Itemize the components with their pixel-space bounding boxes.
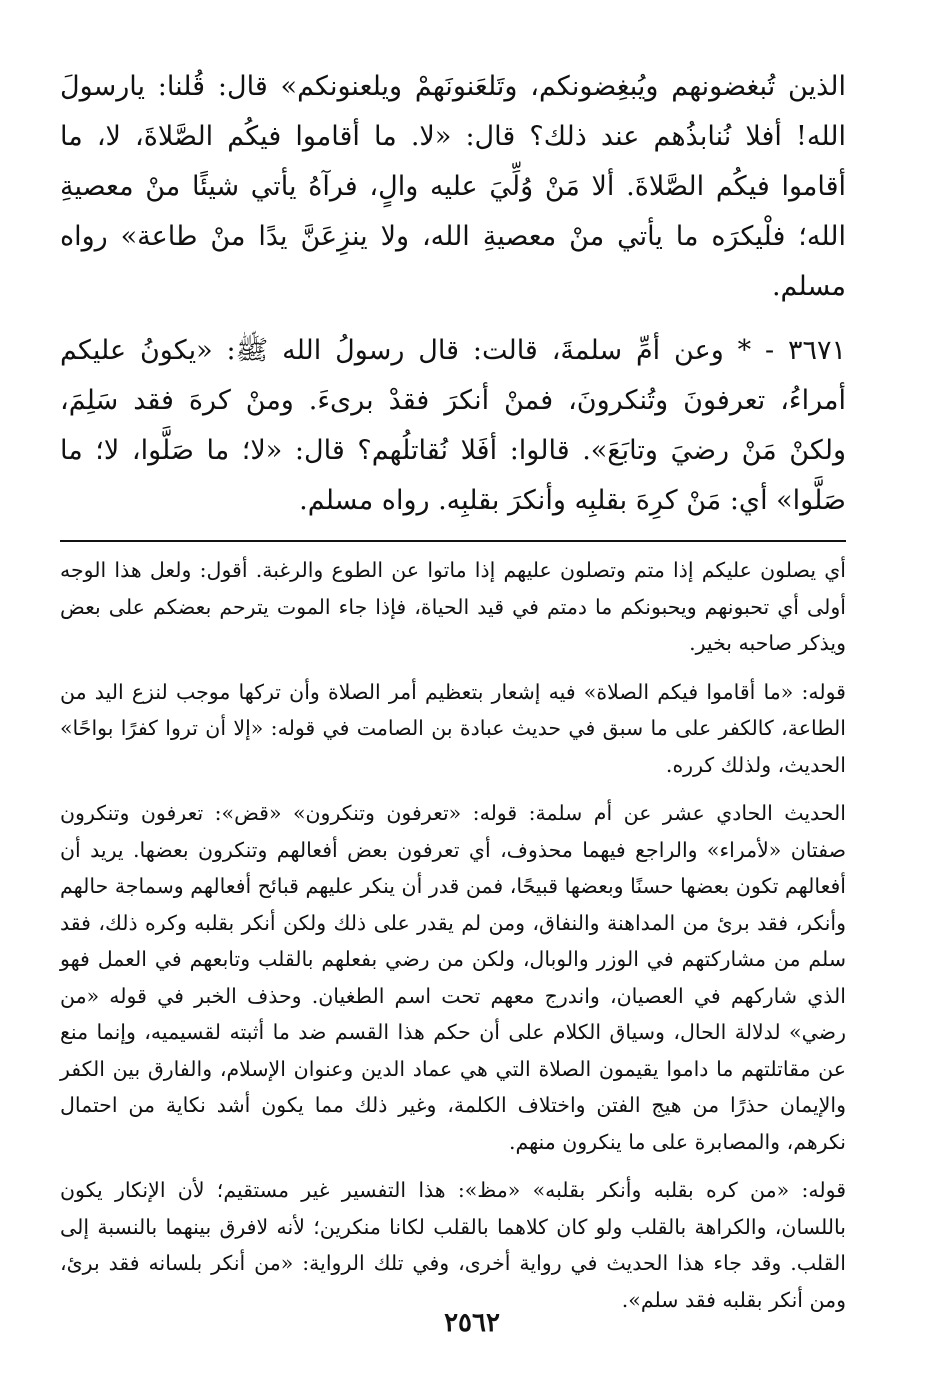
commentary-paragraph-1: أي يصلون عليكم إذا متم وتصلون عليهم إذا ماتوا عن الطوع والرغبة. أقول: ولعل هذا الوجه أولى أي تحبونهم ويحبونكم ما دمتم في قيد الحياة، فإذا جاء الموت يترحم بعضكم على بعض ويذكر صاحبه بخير. — [60, 558, 846, 655]
page-body — [60, 62, 846, 1330]
hadith-paragraph-2: ٣٦٧١ - * وعن أمِّ سلمةَ، قالت: قال رسولُ الله ﷺ: «يكونُ عليكم أمراءُ، تعرفونَ وتُنكرونَ، فمنْ أنكرَ فقدْ برىءَ. ومنْ كرهَ فقد سَلِمَ، ولكنْ مَنْ رضيَ وتابَعَ». قالوا: أفَلا نُقاتلُهم؟ قال: «لا؛ ما صَلَّوا، لا؛ ما صَلَّوا» أي: مَنْ كرِهَ بقلبِه وأنكرَ بقلبِه. رواه مسلم. — [60, 335, 846, 516]
hadith-paragraph-1: الذين تُبغضونهم ويُبغِضونكم، وتَلعَنونَهمْ ويلعنونكم» قال: قُلنا: يارسولَ الله! أفلا نُنابذُهم عند ذلك؟ قال: «لا. ما أقاموا فيكُم الصَّلاةَ، لا، ما أقاموا فيكُم الصَّلاةَ. ألا مَنْ وُلِّيَ عليه والٍ، فرآهُ يأتي شيئًا منْ معصيةِ الله؛ فلْيكرَه ما يأتي منْ معصيةِ الله، ولا ينزِعَنَّ يدًا منْ طاعة» رواه مسلم. — [60, 71, 847, 302]
commentary-paragraph-3: الحديث الحادي عشر عن أم سلمة: قوله: «تعرفون وتنكرون» «قض»: تعرفون وتنكرون صفتان «لأمراء» والراجع فيهما محذوف، أي تعرفون بعض أفعالهم وتنكرون بعضها. يريد أن أفعالهم تكون بعضها حسنًا وبعضها قبيحًا، فمن قدر أن ينكر عليهم قبائح أفعالهم وسماجة حالهم وأنكر، فقد برئ من المداهنة والنفاق، ومن لم يقدر على ذلك ولكن أنكر بقلبه وكره ذلك، فقد سلم من مشاركتهم في الوزر والوبال، ولكن من رضي بفعلهم بالقلب وتابعهم في العمل فهو الذي شاركهم في العصيان، واندرج معهم تحت اسم الطغيان. وحذف الخبر في قوله «من رضي» لدلالة الحال، وسياق الكلام على أن حكم هذا القسم ضد ما أثبته لقسيميه، وإنما منع عن مقاتلتهم ما داموا يقيمون الصلاة التي هي عماد الدين وعنوان الإسلام، والفارق بين الكفر والإيمان حذرًا من هيج الفتن واختلاف الكلمة، وغير ذلك مما يكون أشد نكاية من احتمال نكرهم، والمصابرة على ما ينكرون منهم. — [60, 801, 846, 1154]
commentary — [60, 552, 846, 1318]
footnote-divider — [60, 540, 846, 542]
commentary-paragraph-2: قوله: «ما أقاموا فيكم الصلاة» فيه إشعار بتعظيم أمر الصلاة وأن تركها موجب لنزع اليد من الطاعة، كالكفر على ما سبق في حديث عبادة بن الصامت في قوله: «إلا أن تروا كفرًا بواحًا» الحديث، ولذلك كرره. — [60, 679, 846, 777]
commentary-paragraph-4: قوله: «من كره بقلبه وأنكر بقلبه» «مظ»: هذا التفسير غير مستقيم؛ لأن الإنكار يكون باللسان، والكراهة بالقلب ولو كان كلاهما بالقلب لكانا منكرين؛ لأنه لافرق بينهما بالنسبة إلى القلب. وقد جاء هذا الحديث في رواية أخرى، وفي تلك الرواية: «من أنكر بلسانه فقد برئ، ومن أنكر بقلبه فقد سلم». — [60, 1178, 846, 1312]
page-number: ٢٥٦٢ — [444, 1308, 500, 1338]
hadith-text — [60, 62, 846, 526]
